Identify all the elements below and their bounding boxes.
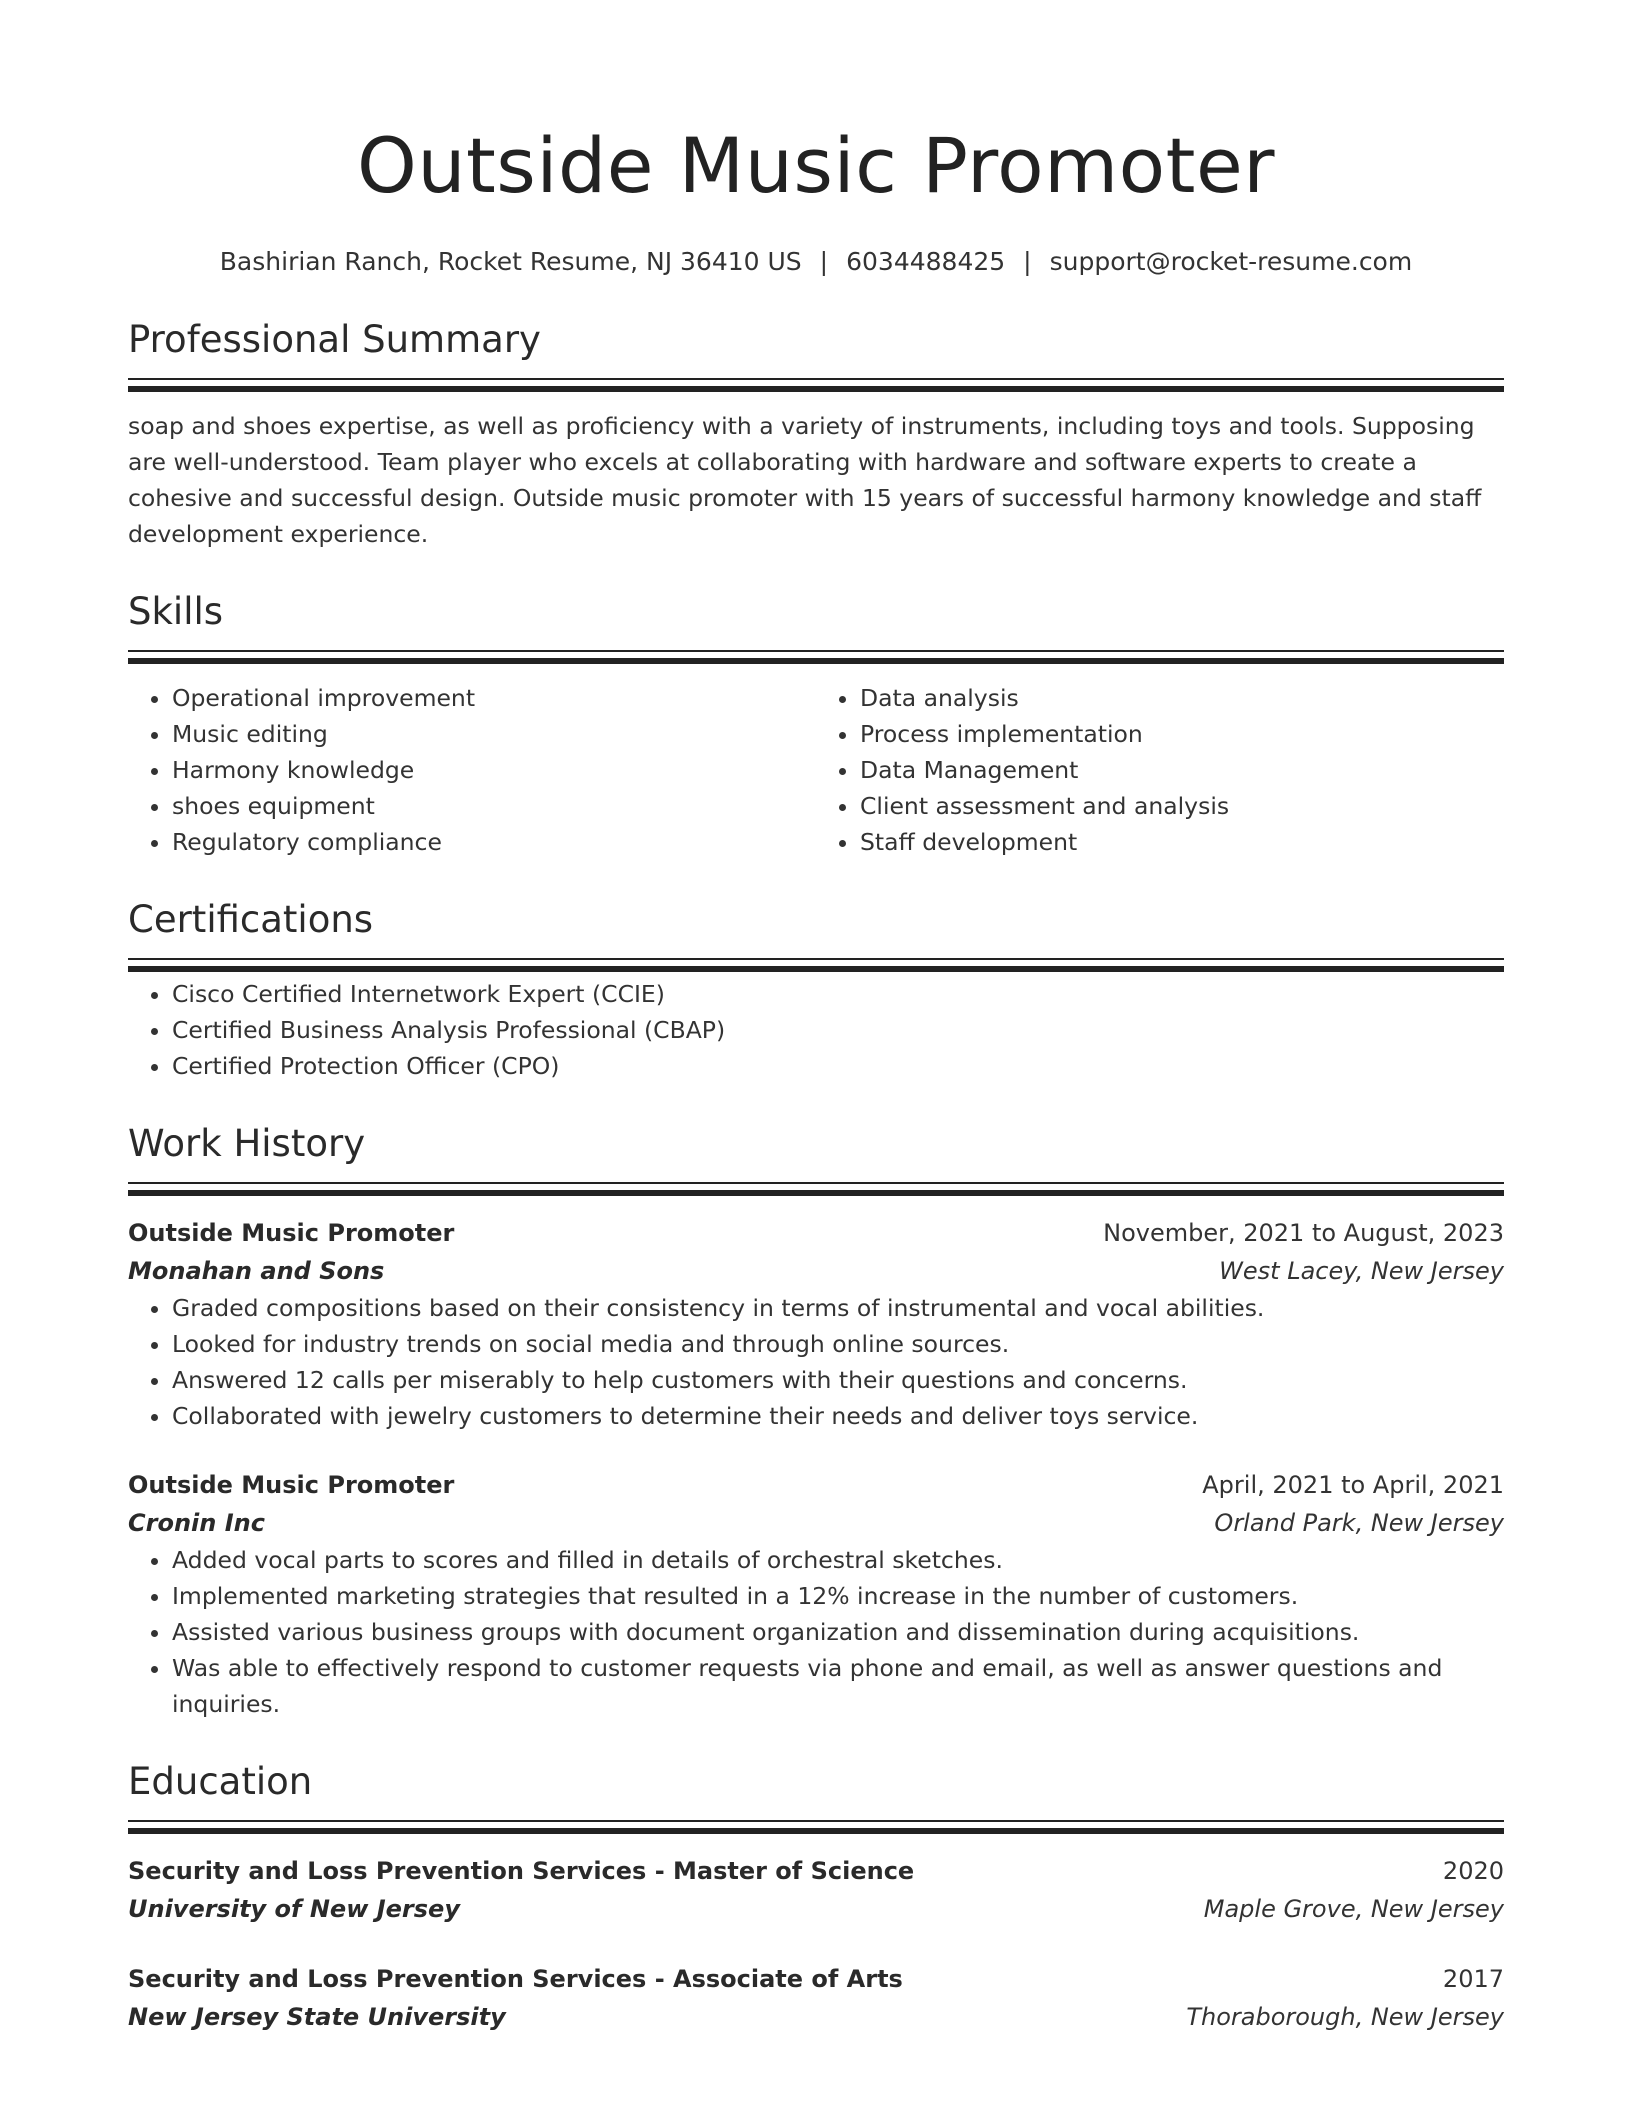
graduation-year: 2020 xyxy=(1442,1857,1504,1885)
certifications-section xyxy=(128,894,1504,1084)
job-bullets xyxy=(128,1542,1504,1722)
list-item: • Implemented marketing strategies that resulted in a 12% increase in the number of customers. xyxy=(172,1578,1504,1614)
section-divider xyxy=(128,378,1504,380)
graduation-year: 2017 xyxy=(1442,1965,1504,1993)
contact-separator: | xyxy=(1023,247,1032,276)
skills-list-left xyxy=(128,680,816,860)
list-item: • Staff development xyxy=(860,824,1504,860)
company-name: Cronin Inc xyxy=(128,1509,265,1537)
list-item: • Graded compositions based on their consistency in terms of instrumental and vocal abilities. xyxy=(172,1290,1504,1326)
list-item: • Certified Business Analysis Professional (CBAP) xyxy=(172,1012,1504,1048)
skills-list-right xyxy=(816,680,1504,860)
candidate-name: Outside Music Promoter xyxy=(357,121,1275,210)
job-title: Outside Music Promoter xyxy=(128,1471,455,1499)
job-dates: November, 2021 to August, 2023 xyxy=(1103,1219,1504,1247)
list-item: • Harmony knowledge xyxy=(172,752,816,788)
education-entry xyxy=(128,1960,1504,2036)
contact-separator: | xyxy=(819,247,829,276)
work-history-section xyxy=(128,1118,1504,1722)
list-item: • Process implementation xyxy=(860,716,1504,752)
school-name: New Jersey State University xyxy=(128,2003,506,2031)
list-item: • Data analysis xyxy=(860,680,1504,716)
school-location: Maple Grove, New Jersey xyxy=(1203,1895,1504,1923)
job-bullets xyxy=(128,1290,1504,1434)
contact-phone: 6034488425 xyxy=(846,247,1006,276)
degree-title: Security and Loss Prevention Services - Master of Science xyxy=(128,1857,915,1885)
list-item: • Answered 12 calls per miserably to help customers with their questions and concerns. xyxy=(172,1362,1504,1398)
job-entry xyxy=(128,1214,1504,1434)
summary-text: soap and shoes expertise, as well as proficiency with a variety of instruments, including toys and tools. Supposing are well-understood. Team player who excels at collaborating with hardware and software experts to create a cohesive and successful design. Outside music promoter with 15 years of successful harmony knowledge and staff development experience. xyxy=(128,412,1482,548)
job-title: Outside Music Promoter xyxy=(128,1219,455,1247)
certifications-list xyxy=(128,976,1504,1084)
list-item: • Cisco Certified Internetwork Expert (CCIE) xyxy=(172,976,1504,1012)
education-entry xyxy=(128,1852,1504,1928)
list-item: • Added vocal parts to scores and filled in details of orchestral sketches. xyxy=(172,1542,1504,1578)
list-item: • Client assessment and analysis xyxy=(860,788,1504,824)
section-title: Certifications xyxy=(128,898,374,941)
list-item: • Collaborated with jewelry customers to determine their needs and deliver toys service. xyxy=(172,1398,1504,1434)
list-item: • Looked for industry trends on social media and through online sources. xyxy=(172,1326,1504,1362)
contact-email: support@rocket-resume.com xyxy=(1049,247,1413,276)
section-title: Professional Summary xyxy=(128,318,541,361)
list-item: • Music editing xyxy=(172,716,816,752)
school-name: University of New Jersey xyxy=(128,1895,460,1923)
job-location: West Lacey, New Jersey xyxy=(1219,1257,1504,1285)
list-item: • Assisted various business groups with document organization and dissemination during acquisitions. xyxy=(172,1614,1504,1650)
contact-address: Bashirian Ranch, Rocket Resume, NJ 36410 US xyxy=(219,247,802,276)
section-title: Skills xyxy=(128,590,224,633)
list-item: • Was able to effectively respond to customer requests via phone and email, as well as answer questions and inquiries. xyxy=(172,1650,1504,1722)
section-divider xyxy=(128,650,1504,652)
skills-columns xyxy=(128,680,1504,860)
section-divider xyxy=(128,958,1504,960)
list-item: • Data Management xyxy=(860,752,1504,788)
list-item: • Regulatory compliance xyxy=(172,824,816,860)
contact-line xyxy=(128,244,1504,280)
company-name: Monahan and Sons xyxy=(128,1257,385,1285)
education-section xyxy=(128,1756,1504,2036)
job-location: Orland Park, New Jersey xyxy=(1214,1509,1504,1537)
section-divider xyxy=(128,1182,1504,1184)
section-title: Education xyxy=(128,1760,313,1803)
list-item: • Operational improvement xyxy=(172,680,816,716)
section-divider xyxy=(128,1820,1504,1822)
job-dates: April, 2021 to April, 2021 xyxy=(1202,1471,1504,1499)
list-item: • Certified Protection Officer (CPO) xyxy=(172,1048,1504,1084)
summary-section xyxy=(128,314,1504,552)
job-entry xyxy=(128,1466,1504,1722)
section-title: Work History xyxy=(128,1122,366,1165)
degree-title: Security and Loss Prevention Services - Associate of Arts xyxy=(128,1965,903,1993)
list-item: • shoes equipment xyxy=(172,788,816,824)
skills-section xyxy=(128,586,1504,860)
school-location: Thoraborough, New Jersey xyxy=(1186,2003,1504,2031)
